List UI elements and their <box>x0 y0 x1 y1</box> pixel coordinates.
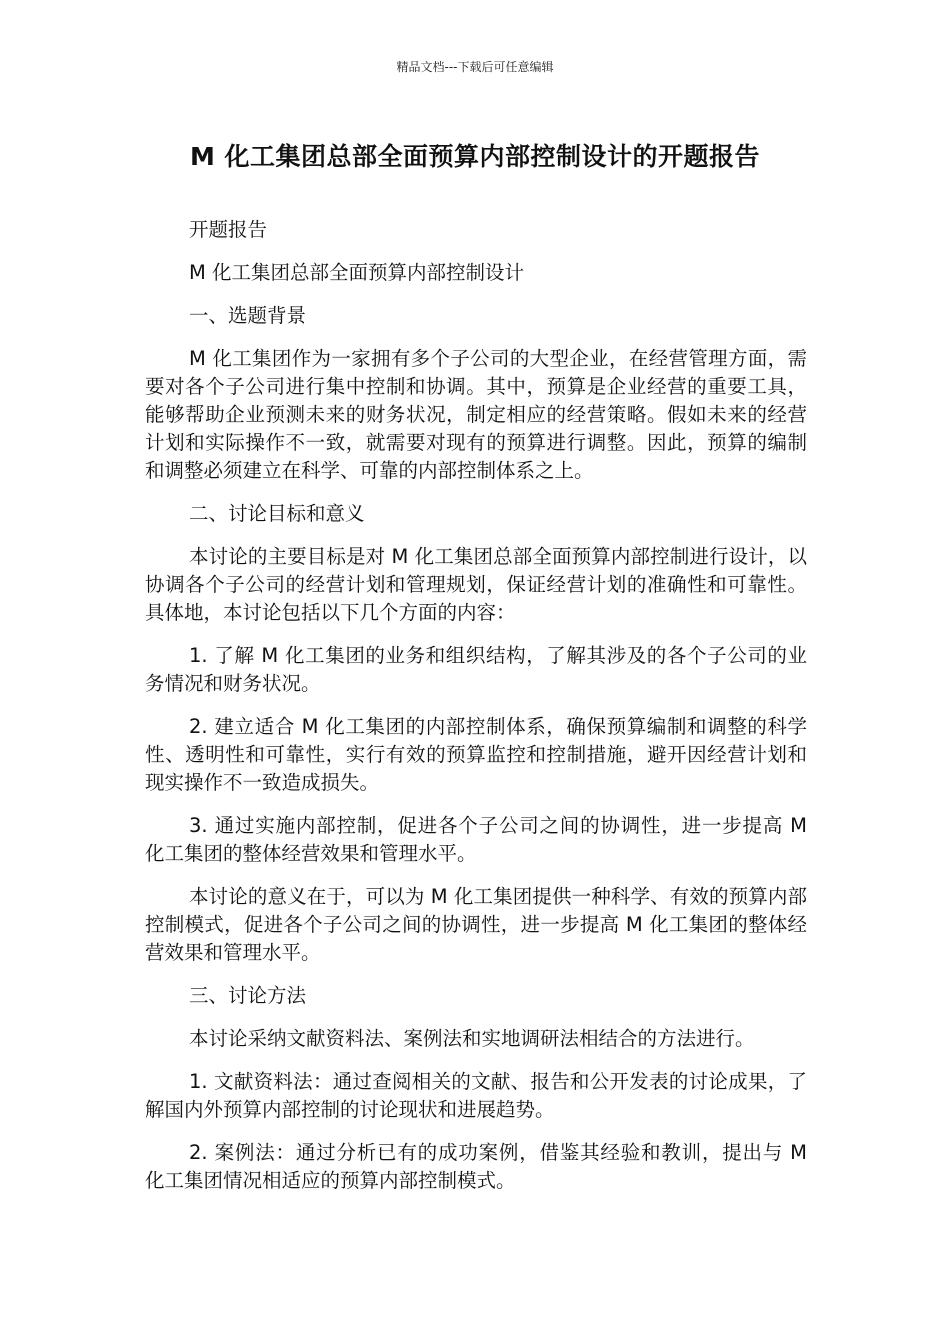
list-item-objective-1: 1. 了解 M 化工集团的业务和组织结构，了解其涉及的各个子公司的业务情况和财务状况。 <box>145 644 807 695</box>
paragraph-objectives: 本讨论的主要目标是对 M 化工集团总部全面预算内部控制进行设计，以协调各个子公司的经营计划和管理规划，保证经营计划的准确性和可靠性。具体地，本讨论包括以下几个方面的内容： <box>145 545 807 624</box>
page-header: 精品文档---下载后可任意编辑 <box>396 60 554 74</box>
section-heading-background: 一、选题背景 <box>189 304 307 327</box>
document-body <box>145 216 807 1210</box>
list-item-objective-3: 3. 通过实施内部控制，促进各个子公司之间的协调性，进一步提高 M 化工集团的整体经营效果和管理水平。 <box>145 814 807 865</box>
section-heading-objectives: 二、讨论目标和意义 <box>189 502 365 525</box>
paragraph-report-label: 开题报告 <box>189 218 268 241</box>
paragraph-background: M 化工集团作为一家拥有多个子公司的大型企业，在经营管理方面，需要对各个子公司进行集中控制和协调。其中，预算是企业经营的重要工具，能够帮助企业预测未来的财务状况，制定相应的经营策略。假如未来的经营计划和实际操作不一致，就需要对现有的预算进行调整。因此，预算的编制和调整必须建立在科学、可靠的内部控制体系之上。 <box>145 347 807 482</box>
list-item-method-2: 2. 案例法：通过分析已有的成功案例，借鉴其经验和教训，提出与 M 化工集团情况相适应的预算内部控制模式。 <box>145 1141 807 1192</box>
list-item-method-1: 1. 文献资料法：通过查阅相关的文献、报告和公开发表的讨论成果，了解国内外预算内部控制的讨论现状和进展趋势。 <box>145 1070 807 1121</box>
paragraph-methods: 本讨论采纳文献资料法、案例法和实地调研法相结合的方法进行。 <box>189 1027 755 1050</box>
paragraph-subject: M 化工集团总部全面预算内部控制设计 <box>189 261 525 284</box>
paragraph-significance: 本讨论的意义在于，可以为 M 化工集团提供一种科学、有效的预算内部控制模式，促进各个子公司之间的协调性，进一步提高 M 化工集团的整体经营效果和管理水平。 <box>145 885 807 964</box>
section-heading-methods: 三、讨论方法 <box>189 984 307 1007</box>
document-title: M 化工集团总部全面预算内部控制设计的开题报告 <box>189 142 761 171</box>
list-item-objective-2: 2. 建立适合 M 化工集团的内部控制体系，确保预算编制和调整的科学性、透明性和可靠性，实行有效的预算监控和控制措施，避开因经营计划和现实操作不一致造成损失。 <box>145 715 807 794</box>
